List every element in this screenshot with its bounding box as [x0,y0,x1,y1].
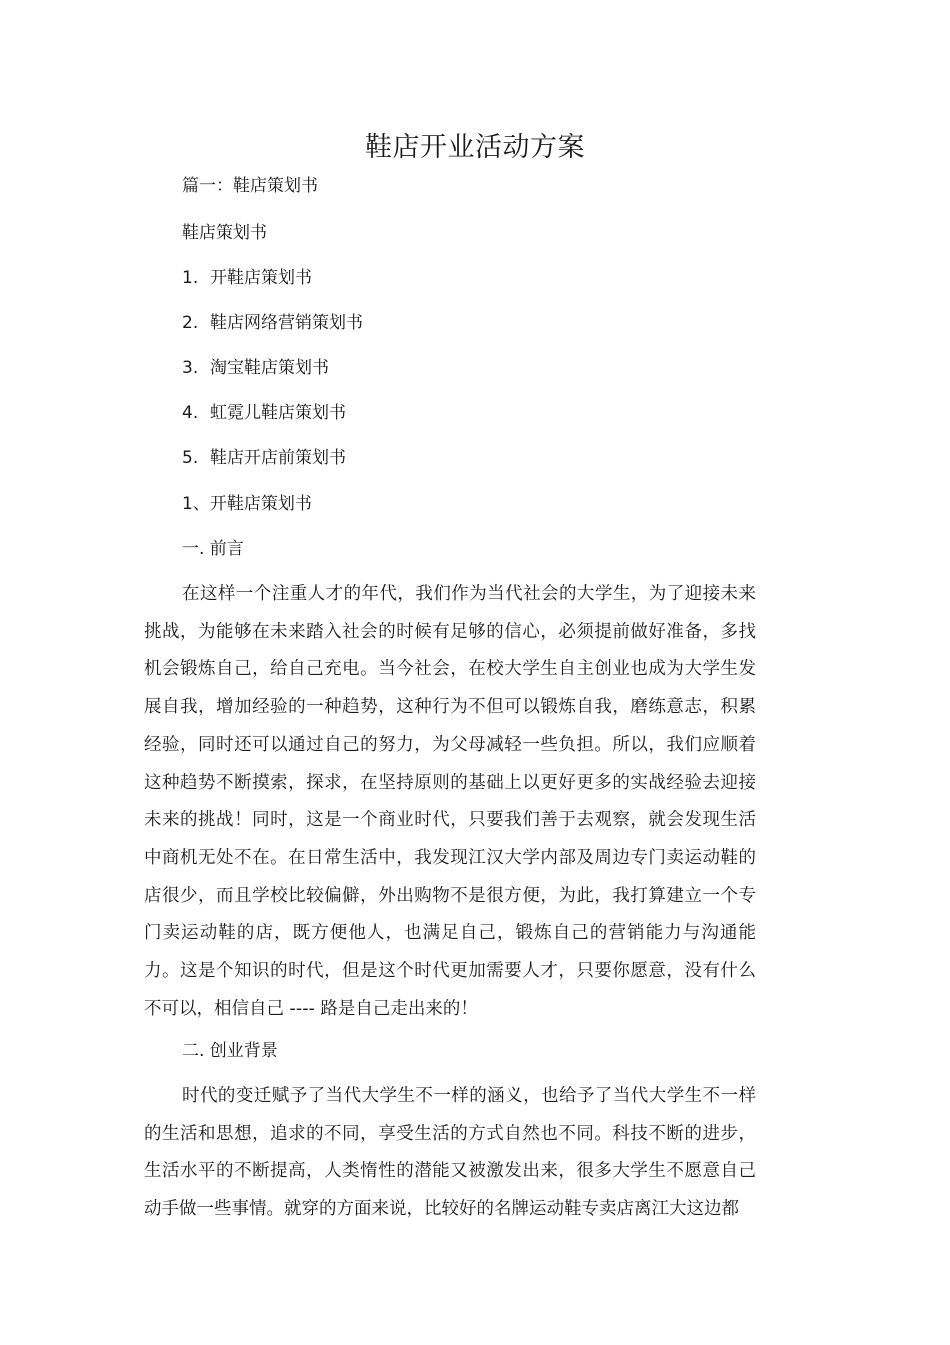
section-heading-foreword: 一. 前言 [182,539,244,559]
toc-item-label: 开鞋店策划书 [210,268,312,288]
paragraph-background: 时代的变迁赋予了当代大学生不一样的涵义，也给予了当代大学生不一样的生活和思想，追求的不同，享受生活的方式自然也不同。科技不断的进步，生活水平的不断提高，人类惰性的潜能又被激发出来，很多大学生不愿意自己动手做一些事情。就穿的方面来说，比较好的名牌运动鞋专卖店离江大这边都 [144,1086,756,1220]
toc-item-label: 淘宝鞋店策划书 [210,358,329,378]
toc-item-label: 虹霓儿鞋店策划书 [210,403,346,423]
toc-item-number: 4. [182,403,199,423]
toc-item [182,311,363,335]
toc-item [182,356,329,380]
paragraph-foreword: 在这样一个注重人才的年代，我们作为当代社会的大学生，为了迎接未来挑战，为能够在未来踏入社会的时候有足够的信心，必须提前做好准备，多找机会锻炼自己，给自己充电。当今社会，在校大学生自主创业也成为大学生发展自我，增加经验的一种趋势，这种行为不但可以锻炼自我，磨练意志，积累经验，同时还可以通过自己的努力，为父母减轻一些负担。所以，我们应顺着这种趋势不断摸索，探求，在坚持原则的基础上以更好更多的实战经验去迎接未来的挑战！同时，这是一个商业时代，只要我们善于去观察，就会发现生活中商机无处不在。在日常生活中，我发现江汉大学内部及周边专门卖运动鞋的店很少，而且学校比较偏僻，外出购物不是很方便，为此，我打算建立一个专门卖运动鞋的店，既方便他人，也满足自己，锻炼自己的营销能力与沟通能力。这是个知识的时代，但是这个时代更加需要人才，只要你愿意，没有什么不可以，相信自己 ---- 路是自己走出来的！ [144,584,756,1019]
toc-item-number: 3. [182,358,199,378]
document-subtitle: 篇一：鞋店策划书 [182,176,318,196]
toc-item-number: 1. [182,268,199,288]
toc-item-label: 鞋店网络营销策划书 [210,313,363,333]
section-heading-background: 二. 创业背景 [182,1041,278,1061]
toc-item [182,266,312,290]
toc-item-number: 5. [182,448,199,468]
toc-item-number: 2. [182,313,199,333]
section-heading: 鞋店策划书 [182,223,267,243]
toc-item-label: 鞋店开店前策划书 [210,448,346,468]
toc-item [182,446,346,470]
chapter-heading: 1、开鞋店策划书 [182,494,312,514]
toc-item [182,401,346,425]
document-title: 鞋店开业活动方案 [365,132,585,163]
